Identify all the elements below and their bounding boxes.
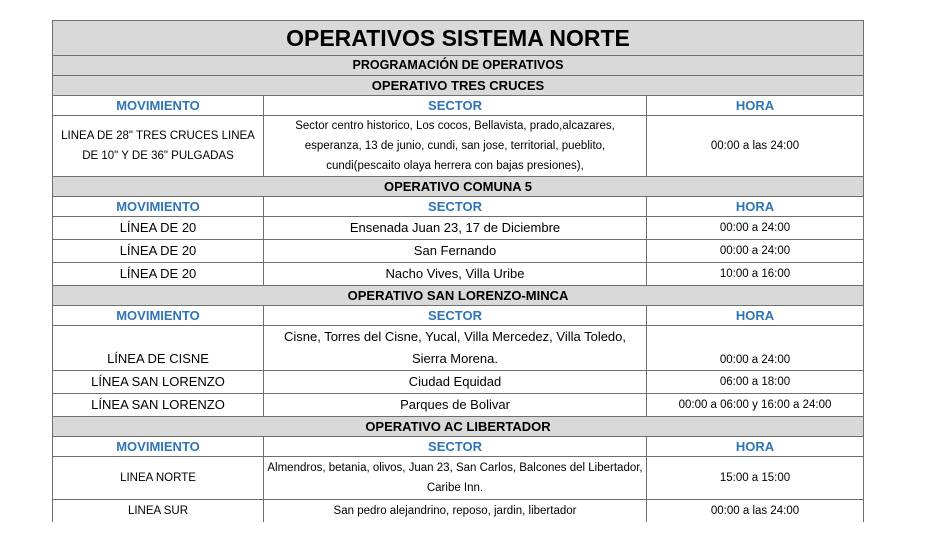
cell-movimiento: LÍNEA DE 20 (53, 263, 264, 286)
operativo-header-row (53, 177, 864, 197)
cell-sector: Sector centro historico, Los cocos, Bellavista, prado,alcazares, esperanza, 13 de junio, cundi, san jose, territorial, pueblito, cundi(pescaito olaya herrera con bajas presiones), (264, 116, 647, 177)
cell-movimiento: LÍNEA DE 20 (53, 217, 264, 240)
table-row (53, 116, 864, 177)
table-row (53, 394, 864, 417)
column-header-sector: SECTOR (264, 306, 647, 326)
cell-sector: Almendros, betania, olivos, Juan 23, San Carlos, Balcones del Libertador, Caribe Inn. (264, 457, 647, 500)
column-header-sector: SECTOR (264, 437, 647, 457)
column-header-movimiento: MOVIMIENTO (53, 437, 264, 457)
cell-sector: Ciudad Equidad (264, 371, 647, 394)
cell-sector: San Fernando (264, 240, 647, 263)
column-header-row (53, 96, 864, 116)
cell-sector: Parques de Bolivar (264, 394, 647, 417)
title-row (53, 21, 864, 56)
cell-movimiento: LÍNEA DE CISNE (53, 326, 264, 371)
column-header-row (53, 306, 864, 326)
operativo-title: OPERATIVO SAN LORENZO-MINCA (53, 286, 864, 306)
column-header-hora: HORA (647, 96, 864, 116)
table-row (53, 371, 864, 394)
cell-movimiento: LÍNEA SAN LORENZO (53, 371, 264, 394)
operativo-title: OPERATIVO TRES CRUCES (53, 76, 864, 96)
subtitle-row (53, 56, 864, 76)
table-row (53, 240, 864, 263)
schedule-sheet (52, 20, 863, 522)
column-header-sector: SECTOR (264, 96, 647, 116)
table-row (53, 263, 864, 286)
cell-movimiento: LINEA NORTE (53, 457, 264, 500)
column-header-sector: SECTOR (264, 197, 647, 217)
column-header-movimiento: MOVIMIENTO (53, 96, 264, 116)
sheet-title: OPERATIVOS SISTEMA NORTE (53, 21, 864, 56)
column-header-hora: HORA (647, 197, 864, 217)
table-row (53, 326, 864, 371)
cell-hora: 00:00 a 24:00 (647, 326, 864, 371)
cell-movimiento: LÍNEA SAN LORENZO (53, 394, 264, 417)
cell-movimiento: LINEA DE 28" TRES CRUCES LINEA DE 10" Y DE 36" PULGADAS (53, 116, 264, 177)
column-header-hora: HORA (647, 306, 864, 326)
cell-hora: 00:00 a las 24:00 (647, 500, 864, 523)
column-header-movimiento: MOVIMIENTO (53, 197, 264, 217)
table-row (53, 500, 864, 523)
cell-movimiento: LINEA SUR (53, 500, 264, 523)
column-header-row (53, 437, 864, 457)
cell-sector: Cisne, Torres del Cisne, Yucal, Villa Mercedez, Villa Toledo, Sierra Morena. (264, 326, 647, 371)
cell-hora: 00:00 a 06:00 y 16:00 a 24:00 (647, 394, 864, 417)
cell-sector: Nacho Vives, Villa Uribe (264, 263, 647, 286)
column-header-row (53, 197, 864, 217)
column-header-hora: HORA (647, 437, 864, 457)
operativo-title: OPERATIVO COMUNA 5 (53, 177, 864, 197)
cell-sector: Ensenada Juan 23, 17 de Diciembre (264, 217, 647, 240)
column-header-movimiento: MOVIMIENTO (53, 306, 264, 326)
cell-hora: 10:00 a 16:00 (647, 263, 864, 286)
table-row (53, 217, 864, 240)
schedule-table (52, 20, 864, 522)
operativo-header-row (53, 286, 864, 306)
operativo-title: OPERATIVO AC LIBERTADOR (53, 417, 864, 437)
cell-hora: 00:00 a 24:00 (647, 240, 864, 263)
table-row (53, 457, 864, 500)
operativo-header-row (53, 417, 864, 437)
cell-hora: 00:00 a 24:00 (647, 217, 864, 240)
cell-hora: 15:00 a 15:00 (647, 457, 864, 500)
operativo-header-row (53, 76, 864, 96)
cell-sector: San pedro alejandrino, reposo, jardin, libertador (264, 500, 647, 523)
cell-hora: 00:00 a las 24:00 (647, 116, 864, 177)
cell-hora: 06:00 a 18:00 (647, 371, 864, 394)
sheet-subtitle: PROGRAMACIÓN DE OPERATIVOS (53, 56, 864, 76)
cell-movimiento: LÍNEA DE 20 (53, 240, 264, 263)
